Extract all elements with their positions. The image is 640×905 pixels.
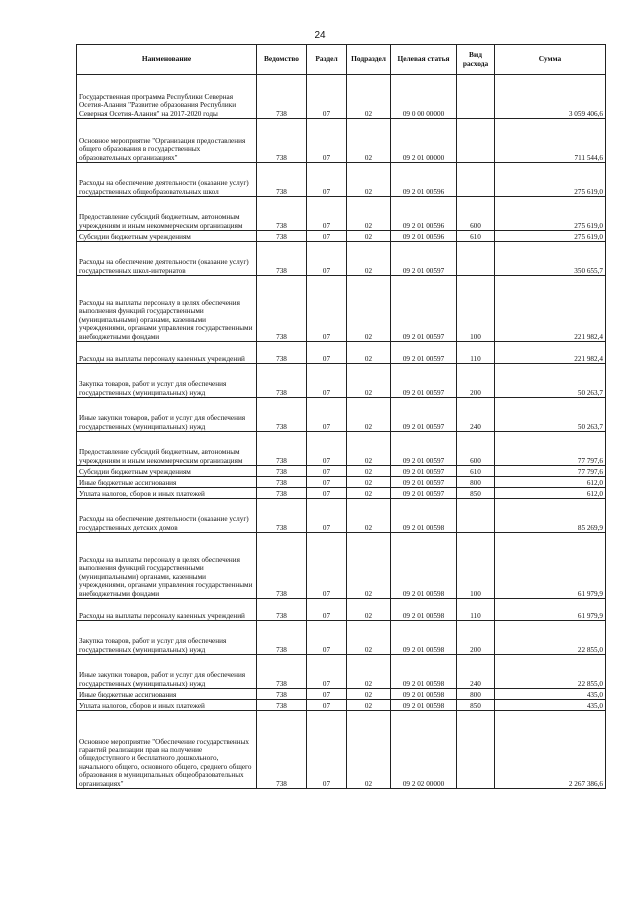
row-subsection: 02 <box>347 197 391 231</box>
row-subsection: 02 <box>347 432 391 466</box>
row-target: 09 2 01 00596 <box>391 231 457 242</box>
row-sum: 275 619,0 <box>495 163 606 197</box>
header-dept: Ведомство <box>257 45 307 75</box>
row-name: Государственная программа Республики Северная Осетия-Алания "Развитие образования Республики Северная Осетия-Алания" на 2017-2020 годы <box>77 75 257 119</box>
row-name: Расходы на обеспечение деятельности (оказание услуг) государственных общеобразовательных школ <box>77 163 257 197</box>
row-subsection: 02 <box>347 119 391 163</box>
header-sum: Сумма <box>495 45 606 75</box>
row-type <box>457 499 495 533</box>
row-sum: 275 619,0 <box>495 197 606 231</box>
row-type: 800 <box>457 477 495 488</box>
row-dept: 738 <box>257 119 307 163</box>
row-sum: 2 267 386,6 <box>495 711 606 789</box>
row-section: 07 <box>307 700 347 711</box>
table-row <box>77 364 606 398</box>
row-dept: 738 <box>257 75 307 119</box>
row-target: 09 2 01 00596 <box>391 197 457 231</box>
row-type: 800 <box>457 689 495 700</box>
row-dept: 738 <box>257 432 307 466</box>
row-dept: 738 <box>257 466 307 477</box>
header-type: Вид расхода <box>457 45 495 75</box>
row-subsection: 02 <box>347 488 391 499</box>
table-row <box>77 499 606 533</box>
row-target: 09 2 01 00597 <box>391 242 457 276</box>
table-row <box>77 466 606 477</box>
row-type: 600 <box>457 432 495 466</box>
row-sum: 22 855,0 <box>495 621 606 655</box>
table-row <box>77 276 606 342</box>
row-name: Расходы на выплаты персоналу казенных учреждений <box>77 599 257 621</box>
row-subsection: 02 <box>347 655 391 689</box>
row-subsection: 02 <box>347 75 391 119</box>
row-section: 07 <box>307 499 347 533</box>
row-section: 07 <box>307 119 347 163</box>
row-subsection: 02 <box>347 364 391 398</box>
row-sum: 61 979,9 <box>495 599 606 621</box>
row-subsection: 02 <box>347 276 391 342</box>
row-name: Расходы на обеспечение деятельности (оказание услуг) государственных детских домов <box>77 499 257 533</box>
table-row <box>77 477 606 488</box>
row-name: Предоставление субсидий бюджетным, автономным учреждениям и иным некоммерческим организациям <box>77 432 257 466</box>
row-dept: 738 <box>257 533 307 599</box>
row-dept: 738 <box>257 364 307 398</box>
row-dept: 738 <box>257 163 307 197</box>
row-type <box>457 119 495 163</box>
row-name: Уплата налогов, сборов и иных платежей <box>77 488 257 499</box>
row-subsection: 02 <box>347 599 391 621</box>
row-sum: 612,0 <box>495 488 606 499</box>
row-dept: 738 <box>257 398 307 432</box>
row-type <box>457 242 495 276</box>
row-name: Основное мероприятие "Обеспечение государственных гарантий реализации прав на получение общедоступного и бесплатного дошкольного, начального общего, основного общего, среднего общего образования в муниципальных общеобразовательных организациях" <box>77 711 257 789</box>
row-section: 07 <box>307 432 347 466</box>
row-dept: 738 <box>257 689 307 700</box>
row-name: Расходы на обеспечение деятельности (оказание услуг) государственных школ-интернатов <box>77 242 257 276</box>
row-target: 09 2 01 00597 <box>391 276 457 342</box>
row-target: 09 2 01 00597 <box>391 466 457 477</box>
row-target: 09 0 00 00000 <box>391 75 457 119</box>
row-type: 240 <box>457 398 495 432</box>
row-name: Основное мероприятие "Организация предоставления общего образования в государственных образовательных организациях" <box>77 119 257 163</box>
row-sum: 3 059 406,6 <box>495 75 606 119</box>
table-row <box>77 197 606 231</box>
row-dept: 738 <box>257 276 307 342</box>
row-name: Иные бюджетные ассигнования <box>77 689 257 700</box>
row-subsection: 02 <box>347 398 391 432</box>
table-row <box>77 75 606 119</box>
row-target: 09 2 02 00000 <box>391 711 457 789</box>
row-type: 610 <box>457 231 495 242</box>
row-sum: 275 619,0 <box>495 231 606 242</box>
row-name: Расходы на выплаты персоналу в целях обеспечения выполнения функций государственными (муниципальными) органами, казенными учреждениями, органами управления государственными внебюджетными фондами <box>77 533 257 599</box>
row-name: Иные закупки товаров, работ и услуг для обеспечения государственных (муниципальных) нужд <box>77 398 257 432</box>
row-subsection: 02 <box>347 711 391 789</box>
row-section: 07 <box>307 364 347 398</box>
row-name: Субсидии бюджетным учреждениям <box>77 466 257 477</box>
table-row <box>77 163 606 197</box>
row-type: 240 <box>457 655 495 689</box>
row-sum: 85 269,9 <box>495 499 606 533</box>
row-name: Иные бюджетные ассигнования <box>77 477 257 488</box>
row-subsection: 02 <box>347 533 391 599</box>
table-header-row <box>77 45 606 75</box>
row-subsection: 02 <box>347 466 391 477</box>
row-target: 09 2 01 00598 <box>391 599 457 621</box>
row-name: Закупка товаров, работ и услуг для обеспечения государственных (муниципальных) нужд <box>77 621 257 655</box>
row-dept: 738 <box>257 342 307 364</box>
row-target: 09 2 01 00597 <box>391 364 457 398</box>
row-dept: 738 <box>257 599 307 621</box>
table-row <box>77 711 606 789</box>
row-target: 09 2 01 00598 <box>391 621 457 655</box>
row-section: 07 <box>307 342 347 364</box>
row-dept: 738 <box>257 700 307 711</box>
table-row <box>77 398 606 432</box>
row-name: Предоставление субсидий бюджетным, автономным учреждениям и иным некоммерческим организациям <box>77 197 257 231</box>
table-row <box>77 231 606 242</box>
row-subsection: 02 <box>347 242 391 276</box>
header-subsection: Подраздел <box>347 45 391 75</box>
row-type: 100 <box>457 533 495 599</box>
row-subsection: 02 <box>347 700 391 711</box>
row-sum: 221 982,4 <box>495 342 606 364</box>
header-section: Раздел <box>307 45 347 75</box>
row-subsection: 02 <box>347 231 391 242</box>
row-target: 09 2 01 00597 <box>391 488 457 499</box>
row-target: 09 2 01 00598 <box>391 655 457 689</box>
row-dept: 738 <box>257 711 307 789</box>
row-section: 07 <box>307 197 347 231</box>
row-type: 100 <box>457 276 495 342</box>
row-target: 09 2 01 00598 <box>391 499 457 533</box>
row-target: 09 2 01 00597 <box>391 342 457 364</box>
row-type: 200 <box>457 621 495 655</box>
row-sum: 612,0 <box>495 477 606 488</box>
table-body <box>77 75 606 789</box>
header-name: Наименование <box>77 45 257 75</box>
row-target: 09 2 01 00598 <box>391 700 457 711</box>
row-subsection: 02 <box>347 477 391 488</box>
row-target: 09 2 01 00597 <box>391 432 457 466</box>
row-type <box>457 163 495 197</box>
table-row <box>77 655 606 689</box>
row-subsection: 02 <box>347 342 391 364</box>
row-subsection: 02 <box>347 689 391 700</box>
row-section: 07 <box>307 621 347 655</box>
row-target: 09 2 01 00596 <box>391 163 457 197</box>
row-name: Иные закупки товаров, работ и услуг для обеспечения государственных (муниципальных) нужд <box>77 655 257 689</box>
table-row <box>77 700 606 711</box>
table-row <box>77 488 606 499</box>
row-sum: 221 982,4 <box>495 276 606 342</box>
row-section: 07 <box>307 711 347 789</box>
row-section: 07 <box>307 163 347 197</box>
row-dept: 738 <box>257 655 307 689</box>
row-dept: 738 <box>257 231 307 242</box>
row-dept: 738 <box>257 242 307 276</box>
row-name: Закупка товаров, работ и услуг для обеспечения государственных (муниципальных) нужд <box>77 364 257 398</box>
row-type: 200 <box>457 364 495 398</box>
row-target: 09 2 01 00597 <box>391 398 457 432</box>
table-row <box>77 689 606 700</box>
row-sum: 50 263,7 <box>495 364 606 398</box>
table-row <box>77 242 606 276</box>
table-row <box>77 432 606 466</box>
table-row <box>77 599 606 621</box>
row-type: 850 <box>457 488 495 499</box>
row-section: 07 <box>307 689 347 700</box>
row-target: 09 2 01 00598 <box>391 533 457 599</box>
row-section: 07 <box>307 398 347 432</box>
row-subsection: 02 <box>347 163 391 197</box>
row-name: Субсидии бюджетным учреждениям <box>77 231 257 242</box>
row-sum: 77 797,6 <box>495 466 606 477</box>
row-dept: 738 <box>257 499 307 533</box>
table-row <box>77 119 606 163</box>
row-name: Расходы на выплаты персоналу казенных учреждений <box>77 342 257 364</box>
page-number: 24 <box>314 30 326 41</box>
table-row <box>77 342 606 364</box>
row-name: Расходы на выплаты персоналу в целях обеспечения выполнения функций государственными (муниципальными) органами, казенными учреждениями, органами управления государственными внебюджетными фондами <box>77 276 257 342</box>
row-type <box>457 711 495 789</box>
row-type: 110 <box>457 599 495 621</box>
header-target: Целевая статья <box>391 45 457 75</box>
row-sum: 22 855,0 <box>495 655 606 689</box>
row-target: 09 2 01 00000 <box>391 119 457 163</box>
row-sum: 350 655,7 <box>495 242 606 276</box>
row-sum: 61 979,9 <box>495 533 606 599</box>
row-type <box>457 75 495 119</box>
row-type: 850 <box>457 700 495 711</box>
row-type: 600 <box>457 197 495 231</box>
row-subsection: 02 <box>347 621 391 655</box>
row-type: 610 <box>457 466 495 477</box>
budget-table <box>76 44 606 789</box>
row-section: 07 <box>307 655 347 689</box>
row-section: 07 <box>307 533 347 599</box>
row-dept: 738 <box>257 488 307 499</box>
row-subsection: 02 <box>347 499 391 533</box>
row-section: 07 <box>307 477 347 488</box>
row-dept: 738 <box>257 477 307 488</box>
row-sum: 435,0 <box>495 700 606 711</box>
row-section: 07 <box>307 488 347 499</box>
row-sum: 435,0 <box>495 689 606 700</box>
row-sum: 50 263,7 <box>495 398 606 432</box>
table-row <box>77 533 606 599</box>
row-section: 07 <box>307 276 347 342</box>
row-section: 07 <box>307 231 347 242</box>
row-dept: 738 <box>257 197 307 231</box>
row-sum: 77 797,6 <box>495 432 606 466</box>
row-name: Уплата налогов, сборов и иных платежей <box>77 700 257 711</box>
row-section: 07 <box>307 466 347 477</box>
row-section: 07 <box>307 599 347 621</box>
row-target: 09 2 01 00598 <box>391 689 457 700</box>
table-row <box>77 621 606 655</box>
row-section: 07 <box>307 75 347 119</box>
row-section: 07 <box>307 242 347 276</box>
row-target: 09 2 01 00597 <box>391 477 457 488</box>
row-type: 110 <box>457 342 495 364</box>
row-sum: 711 544,6 <box>495 119 606 163</box>
row-dept: 738 <box>257 621 307 655</box>
